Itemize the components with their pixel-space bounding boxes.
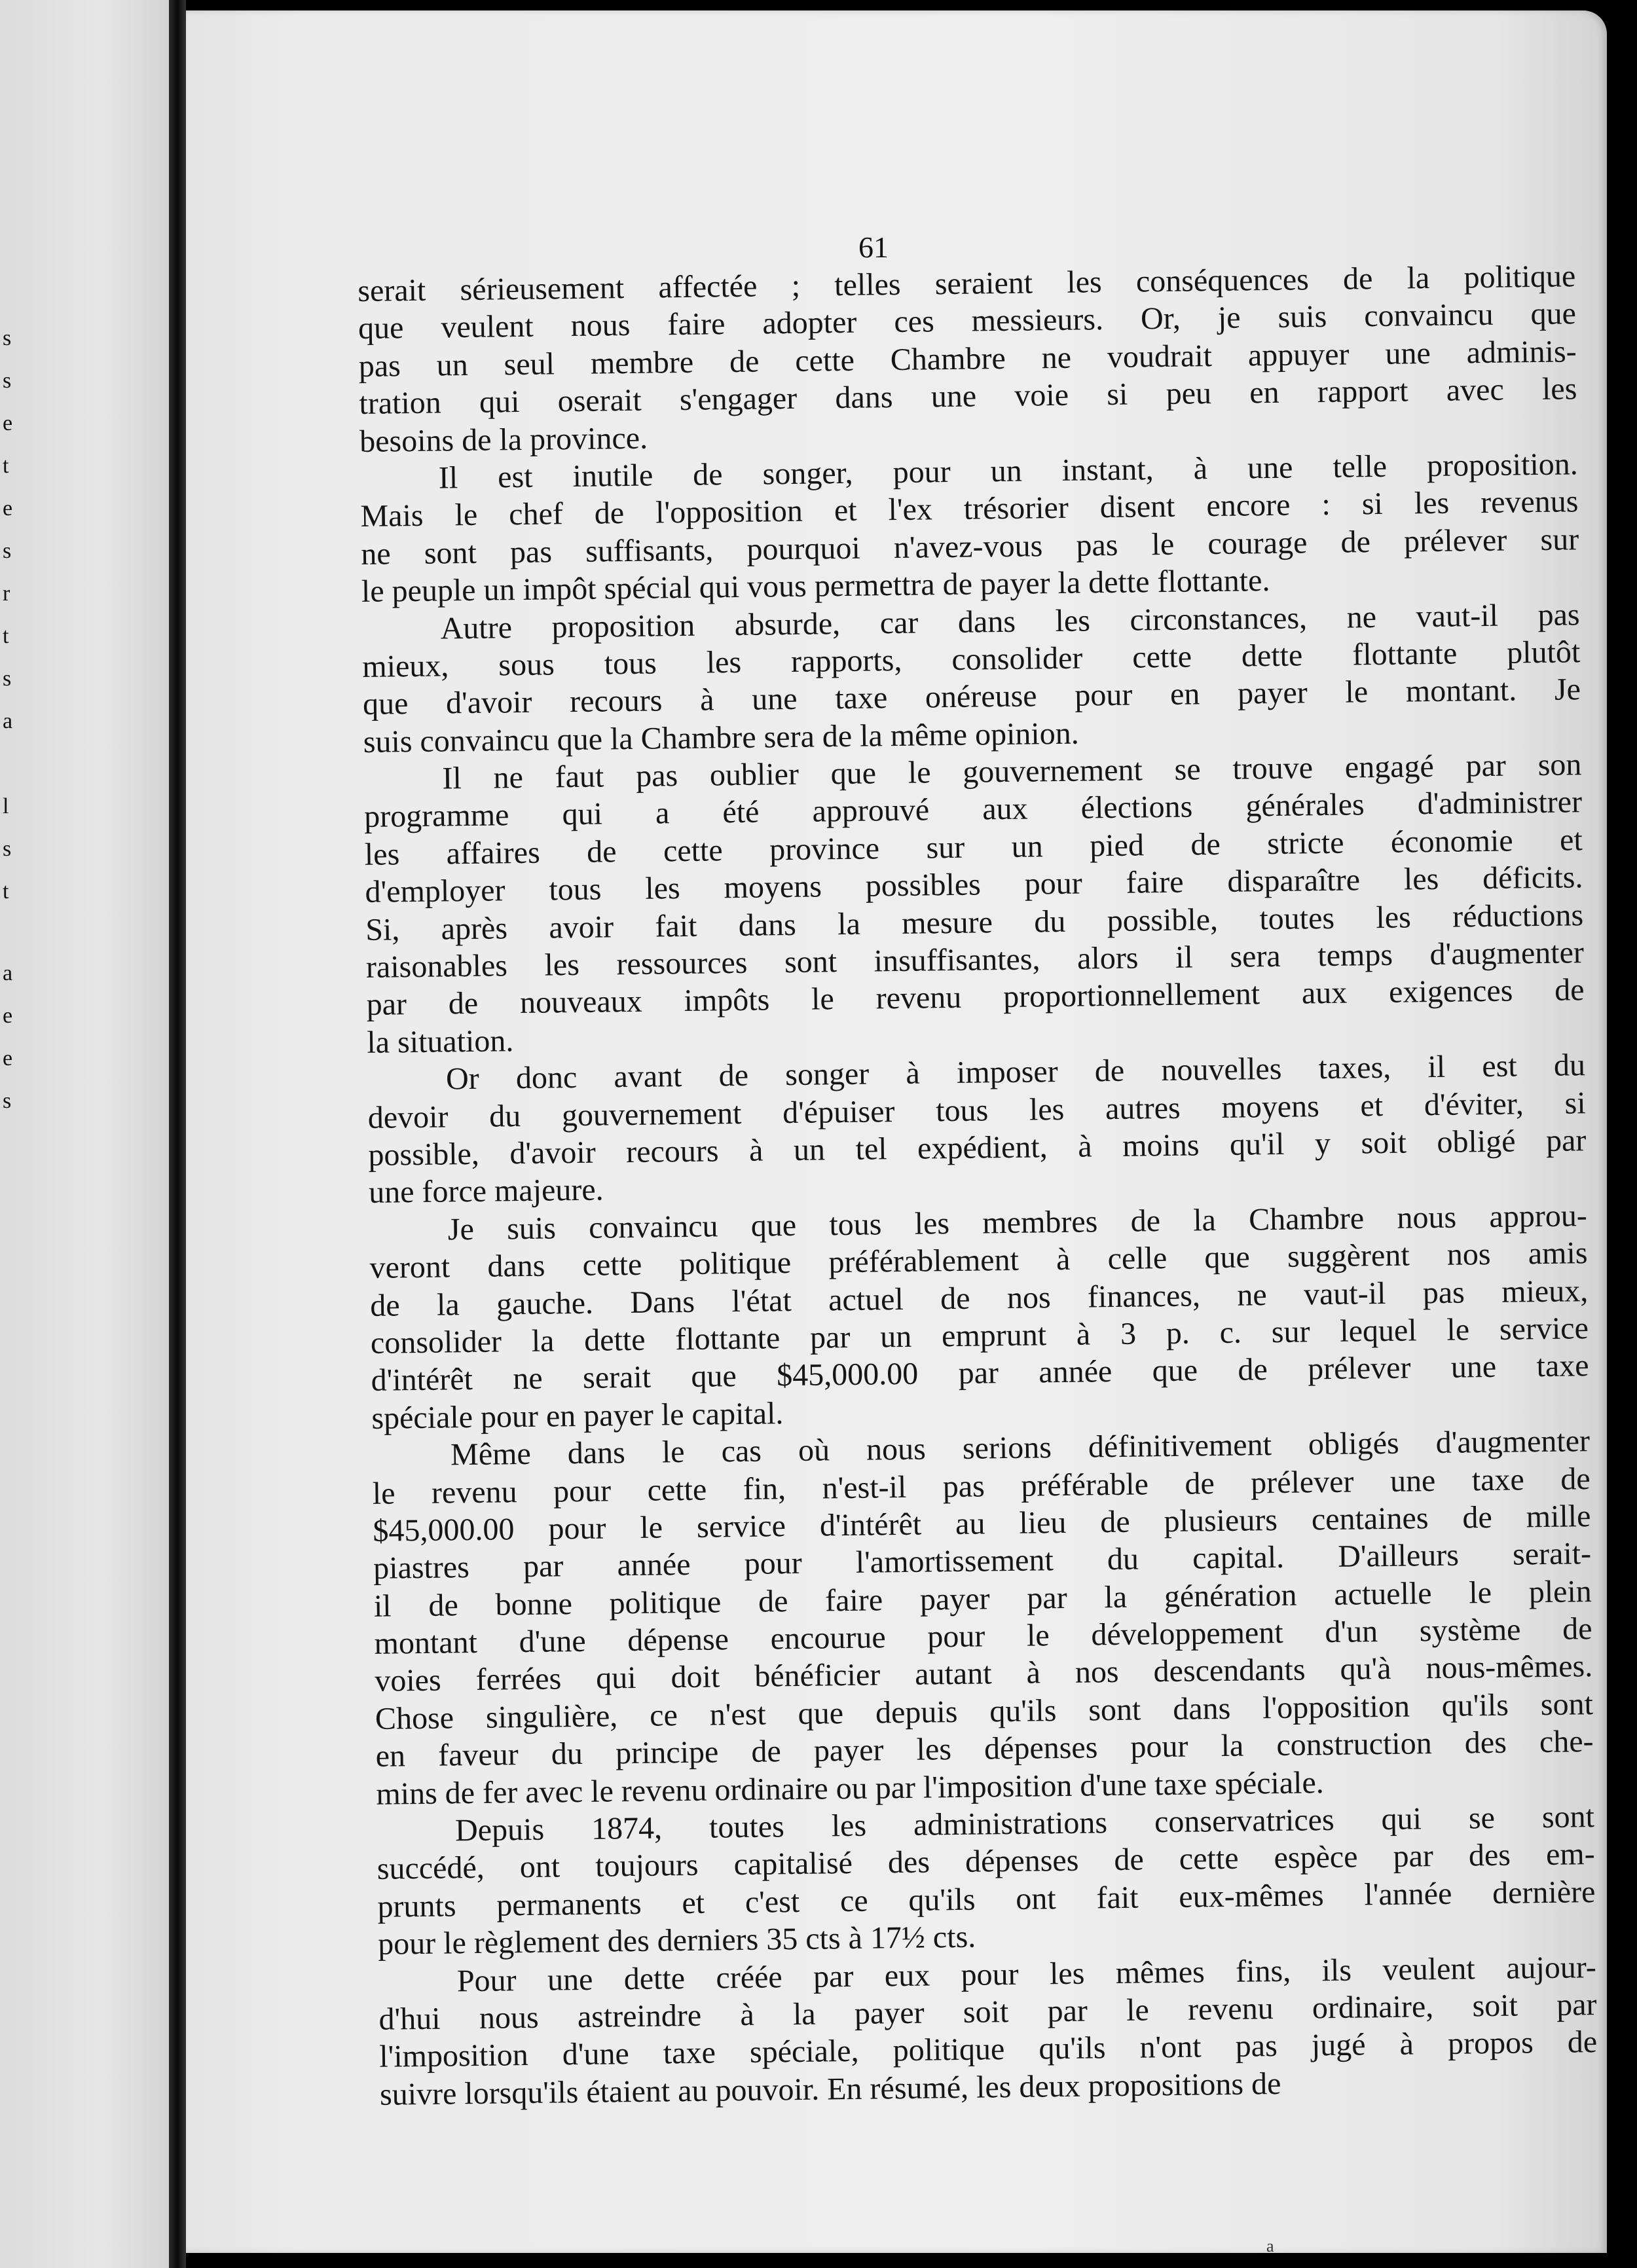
text-line: par de nouveaux impôts le revenu proportionnellement aux exigences de bbox=[366, 972, 1585, 1023]
text-line: d'employer tous les moyens possibles pour faire disparaître les déficits. bbox=[365, 860, 1583, 910]
text-line: Même dans le cas où nous serions définitivement obligés d'augmenter bbox=[450, 1423, 1591, 1472]
text-line: voies ferrées qui doit bénéficier autant à nos descendants qu'à nous-mêmes. bbox=[374, 1649, 1593, 1699]
book-gutter bbox=[169, 0, 186, 2268]
text-line: programme qui a été approuvé aux élections générales d'administrer bbox=[363, 784, 1583, 835]
text-line: spéciale pour en payer le capital. bbox=[371, 1395, 784, 1436]
margin-letter: s bbox=[3, 667, 12, 691]
text-line: consolider la dette flottante par un emprunt à 3 p. c. sur lequel le service bbox=[370, 1311, 1589, 1361]
text-line: succédé, ont toujours capitalisé des dépenses de cette espèce par des em- bbox=[377, 1837, 1595, 1887]
margin-letter: s bbox=[3, 837, 12, 861]
text-line: Il est inutile de songer, pour un instant, à une telle proposition. bbox=[438, 447, 1579, 496]
text-line: que veulent nous faire adopter ces messieurs. Or, je suis convaincu que bbox=[358, 296, 1577, 346]
text-line: d'intérêt ne serait que $45,000.00 par année que de prélever une taxe bbox=[371, 1348, 1589, 1399]
text-line: $45,000.00 pour le service d'intérêt au lieu de plusieurs centaines de mille bbox=[373, 1499, 1591, 1548]
text-line: Or donc avant de songer à imposer de nouvelles taxes, il est du bbox=[445, 1048, 1586, 1097]
text-line: Mais le chef de l'opposition et l'ex trésorier disent encore : si les revenus bbox=[360, 484, 1579, 534]
text-line: pour le règlement des derniers 35 cts à 17½ cts. bbox=[377, 1919, 976, 1962]
text-line: veront dans cette politique préférablement à celle que suggèrent nos amis bbox=[369, 1235, 1588, 1286]
text-line: besoins de la province. bbox=[359, 420, 648, 459]
text-line: prunts permanents et c'est ce qu'ils ont fait eux-mêmes l'année dernière bbox=[377, 1874, 1596, 1924]
text-line: le peuple un impôt spécial qui vous permettra de payer la dette flottante. bbox=[361, 563, 1270, 610]
margin-letter: t bbox=[3, 879, 9, 904]
margin-letter: t bbox=[3, 454, 9, 478]
text-line: il de bonne politique de faire payer par la génération actuelle le plein bbox=[373, 1573, 1592, 1624]
text-line: suis convaincu que la Chambre sera de la même opinion. bbox=[363, 716, 1080, 759]
margin-letter: l bbox=[3, 794, 9, 818]
margin-letter: a bbox=[3, 961, 13, 985]
page-number: 61 bbox=[858, 230, 889, 264]
text-line: l'imposition d'une taxe spéciale, politique qu'ils n'ont pas jugé à propos de bbox=[378, 2024, 1598, 2075]
text-line: piastres par année pour l'amortissement du capital. D'ailleurs serait- bbox=[373, 1536, 1592, 1586]
text-line: en faveur du principe de payer les dépenses pour la construction des che- bbox=[375, 1724, 1594, 1774]
margin-letter: s bbox=[3, 369, 12, 393]
text-line: suivre lorsqu'ils étaient au pouvoir. En résumé, les deux propositions de bbox=[379, 2066, 1281, 2112]
text-line: une force majeure. bbox=[368, 1172, 604, 1211]
text-line: Depuis 1874, toutes les administrations conservatrices qui se sont bbox=[454, 1799, 1595, 1848]
text-line: possible, d'avoir recours à un tel expédient, à moins qu'il y soit obligé par bbox=[368, 1123, 1587, 1173]
text-line: Je suis convaincu que tous les membres de la Chambre nous approu- bbox=[447, 1198, 1588, 1247]
text-line: Chose singulière, ce n'est que depuis qu'ils sont dans l'opposition qu'ils sont bbox=[375, 1686, 1594, 1736]
text-line: la situation. bbox=[367, 1023, 514, 1060]
text-line: d'hui nous astreindre à la payer soit par le revenu ordinaire, soit par bbox=[378, 1987, 1597, 2037]
text-line: mieux, sous tous les rapports, consolider cette dette flottante plutôt bbox=[362, 634, 1581, 684]
body-text bbox=[358, 257, 1598, 2113]
text-line: raisonables les ressources sont insuffisantes, alors il sera temps d'augmenter bbox=[365, 935, 1585, 985]
text-line: Il ne faut pas oublier que le gouvernement se trouve engagé par son bbox=[442, 747, 1582, 796]
text-line: Si, après avoir fait dans la mesure du possible, toutes les réductions bbox=[365, 897, 1584, 947]
document-page bbox=[186, 10, 1607, 2256]
text-line: les affaires de cette province sur un pied de stricte économie et bbox=[364, 822, 1583, 872]
text-line: Pour une dette créée par eux pour les mêmes fins, ils veulent aujour- bbox=[456, 1949, 1597, 1998]
margin-letter: s bbox=[3, 539, 12, 563]
text-line: pas un seul membre de cette Chambre ne voudrait appuyer une adminis- bbox=[358, 334, 1577, 384]
text-line: que d'avoir recours à une taxe onéreuse pour en payer le montant. Je bbox=[362, 672, 1581, 722]
margin-letter: e bbox=[3, 1004, 13, 1028]
margin-letter: e bbox=[3, 1046, 13, 1070]
margin-letter: s bbox=[3, 1089, 12, 1113]
text-line: de la gauche. Dans l'état actuel de nos finances, ne vaut-il pas mieux, bbox=[369, 1273, 1589, 1323]
margin-letter: a bbox=[3, 709, 13, 733]
text-line: mins de fer avec le revenu ordinaire ou par l'imposition d'une taxe spéciale. bbox=[376, 1765, 1325, 1812]
corner-mark: a bbox=[1266, 2237, 1274, 2256]
facing-page bbox=[0, 0, 169, 2268]
text-line: ne sont pas suffisants, pourquoi n'avez-vous pas le courage de prélever sur bbox=[360, 521, 1579, 572]
margin-letter: s bbox=[3, 326, 12, 350]
text-line: tration qui oserait s'engager dans une voie si peu en rapport avec les bbox=[359, 371, 1577, 422]
margin-letter: e bbox=[3, 411, 13, 435]
text-line: Autre proposition absurde, car dans les circonstances, ne vaut-il pas bbox=[440, 596, 1580, 646]
margin-letter: e bbox=[3, 496, 13, 521]
margin-letter: t bbox=[3, 624, 9, 648]
margin-letter: r bbox=[3, 581, 10, 606]
text-line: devoir du gouvernement d'épuiser tous les autres moyens et d'éviter, si bbox=[367, 1085, 1586, 1135]
text-line: le revenu pour cette fin, n'est-il pas préférable de prélever une taxe de bbox=[372, 1461, 1591, 1511]
text-line: montant d'une dépense encourue pour le développement d'un système de bbox=[374, 1611, 1592, 1661]
text-line: serait sérieusement affectée ; telles seraient les conséquences de la politique bbox=[358, 259, 1576, 308]
